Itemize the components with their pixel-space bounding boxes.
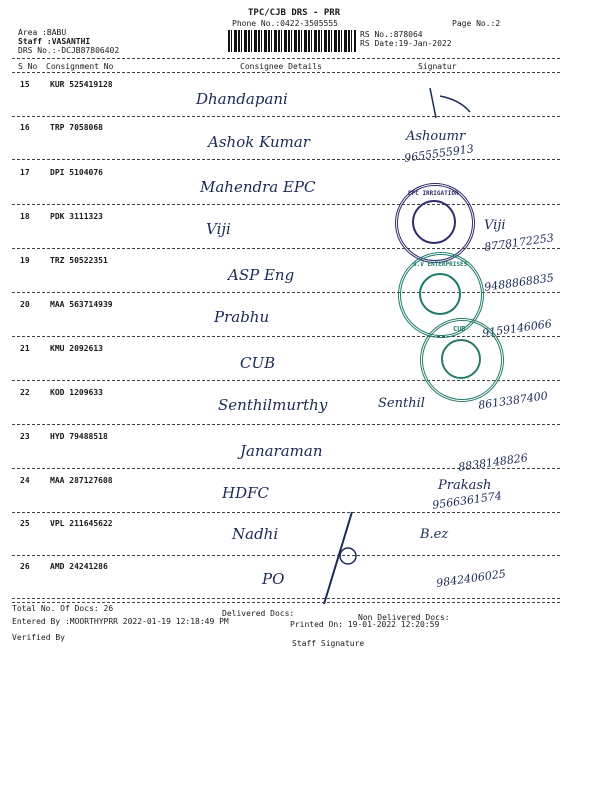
row-consignment-number: TRP 7058068 bbox=[50, 123, 103, 132]
stamp-text: S.V ENTERPRISES bbox=[413, 261, 468, 268]
row-consignment-number: KOD 1209633 bbox=[50, 388, 103, 397]
rs-date: RS Date:19-Jan-2022 bbox=[360, 39, 452, 48]
row-consignment-number: VPL 211645622 bbox=[50, 519, 113, 528]
phone-number: Phone No.:0422-3505555 bbox=[232, 19, 338, 28]
row-consignment-number: TRZ 50522351 bbox=[50, 256, 108, 265]
verified-by: Verified By bbox=[12, 633, 65, 642]
col-consignee: Consignee Details bbox=[240, 62, 322, 71]
row-serial-number: 18 bbox=[20, 212, 30, 221]
handwritten-phone: 9159146066 bbox=[481, 317, 553, 340]
page-number: Page No.:2 bbox=[452, 19, 501, 28]
drs-number: DRS No.:-DCJB87806402 bbox=[18, 46, 120, 55]
handwritten-signature: B.ez bbox=[420, 527, 449, 542]
row-serial-number: 23 bbox=[20, 432, 30, 441]
handwritten-phone: 9566361574 bbox=[431, 489, 503, 512]
row-consignment-number: DPI 5104076 bbox=[50, 168, 103, 177]
non-delivered-docs: Non Delivered Docs: bbox=[358, 613, 450, 622]
row-consignment-number: PDK 3111323 bbox=[50, 212, 103, 221]
area-label: Area :BABU bbox=[18, 28, 67, 37]
staff-label: Staff :VASANTHI bbox=[18, 37, 91, 46]
handwritten-signature: Prakash bbox=[438, 478, 492, 493]
row-consignment-number: MAA 287127608 bbox=[50, 476, 113, 485]
total-docs: Total No. Of Docs: 26 bbox=[12, 604, 114, 613]
row-serial-number: 19 bbox=[20, 256, 30, 265]
row-consignment-number: KUR 525419128 bbox=[50, 80, 113, 89]
row-serial-number: 25 bbox=[20, 519, 30, 528]
handwritten-consignee: Ashok Kumar bbox=[208, 133, 310, 151]
handwritten-phone: 9842406025 bbox=[435, 567, 507, 590]
handwritten-consignee: Senthilmurthy bbox=[218, 396, 328, 414]
handwritten-consignee: Dhandapani bbox=[196, 90, 288, 108]
row-consignment-number: MAA 563714939 bbox=[50, 300, 113, 309]
row-consignment-number: KMU 2092613 bbox=[50, 344, 103, 353]
row-consignment-number: AMD 24241286 bbox=[50, 562, 108, 571]
handwritten-phone: 8613387400 bbox=[477, 389, 549, 412]
handwritten-signature: Ashoumr bbox=[406, 129, 466, 144]
handwritten-consignee: PO bbox=[262, 570, 285, 588]
handwritten-consignee: Nadhi bbox=[232, 525, 279, 543]
row-serial-number: 22 bbox=[20, 388, 30, 397]
row-serial-number: 20 bbox=[20, 300, 30, 309]
handwritten-phone: 8838148826 bbox=[457, 451, 529, 474]
divider bbox=[12, 602, 560, 603]
row-serial-number: 26 bbox=[20, 562, 30, 571]
row-serial-number: 21 bbox=[20, 344, 30, 353]
stamp-text: EPC IRRIGATION bbox=[408, 190, 459, 197]
handwritten-consignee: HDFC bbox=[222, 484, 269, 502]
handwritten-phone: 8778172253 bbox=[483, 231, 555, 254]
handwritten-signature: Senthil bbox=[378, 396, 425, 411]
handwritten-consignee: Janaraman bbox=[240, 442, 323, 460]
rs-number: RS No.:878064 bbox=[360, 30, 423, 39]
staff-signature-label: Staff Signature bbox=[292, 639, 365, 648]
handwritten-signature: Viji bbox=[484, 218, 506, 233]
delivered-docs: Delivered Docs: bbox=[222, 609, 295, 618]
row-serial-number: 15 bbox=[20, 80, 30, 89]
handwritten-consignee: Prabhu bbox=[214, 308, 270, 326]
handwritten-phone: 9488868835 bbox=[483, 271, 555, 294]
col-signature: Signatur bbox=[418, 62, 457, 71]
row-serial-number: 16 bbox=[20, 123, 30, 132]
document-title: TPC/CJB DRS - PRR bbox=[248, 8, 341, 18]
handwritten-consignee: Mahendra EPC bbox=[200, 178, 316, 196]
entered-by: Entered By :MOORTHYPRR 2022-01-19 12:18:49 PM bbox=[12, 617, 229, 626]
handwritten-phone: 9655555913 bbox=[403, 142, 475, 165]
col-sno: S No bbox=[18, 62, 38, 71]
handwritten-consignee: CUB bbox=[240, 354, 276, 372]
printed-on: Printed On: 19-01-2022 12:20:59 bbox=[290, 620, 440, 629]
row-serial-number: 24 bbox=[20, 476, 30, 485]
handwritten-consignee: ASP Eng bbox=[228, 266, 295, 284]
row-consignment-number: HYD 79488518 bbox=[50, 432, 108, 441]
handwritten-consignee: Viji bbox=[206, 220, 231, 238]
row-serial-number: 17 bbox=[20, 168, 30, 177]
stamp-text: CUB bbox=[453, 325, 466, 333]
col-consignment: Consignment No bbox=[46, 62, 114, 71]
